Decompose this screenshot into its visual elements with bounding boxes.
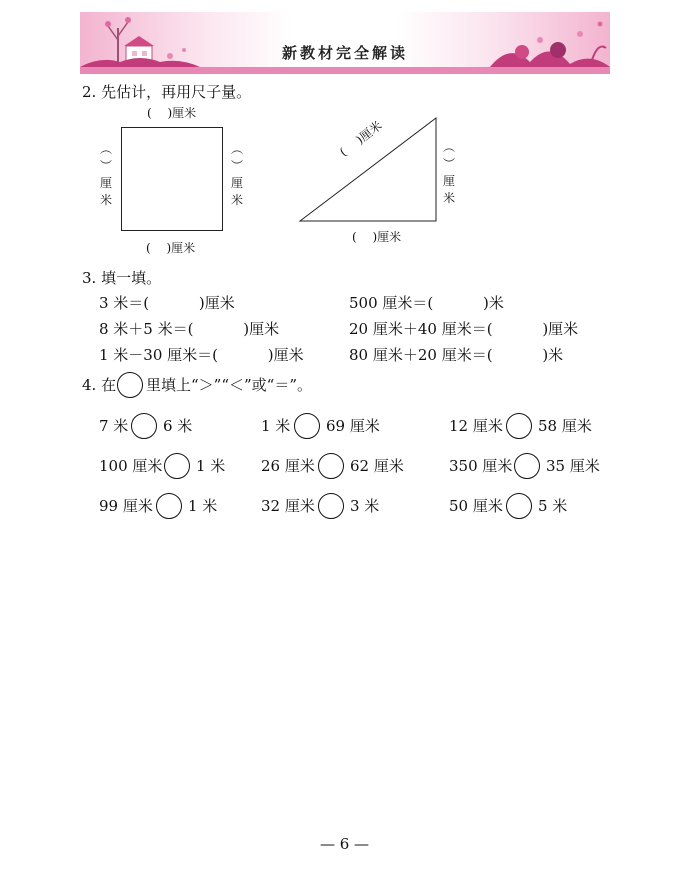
q3-row-3-right: 80 厘米＋20 厘米＝( )米 <box>349 346 564 364</box>
compare-1-circle[interactable] <box>131 413 157 439</box>
compare-8-circle[interactable] <box>318 493 344 519</box>
triangle-bottom-label: ( )厘米 <box>352 230 402 244</box>
compare-4-left: 100 厘米 <box>99 457 163 475</box>
square-figure <box>121 127 223 231</box>
compare-7-left: 99 厘米 <box>99 497 153 515</box>
square-top-label: ( )厘米 <box>147 106 197 120</box>
compare-9-circle[interactable] <box>506 493 532 519</box>
compare-1-right: 6 米 <box>163 417 193 435</box>
compare-9-right: 5 米 <box>538 497 568 515</box>
compare-4-right: 1 米 <box>196 457 226 475</box>
q3-row-2-left: 8 米＋5 米＝( )厘米 <box>99 320 280 338</box>
square-bottom-label: ( )厘米 <box>146 241 196 255</box>
compare-6-left: 350 厘米 <box>449 457 513 475</box>
page-number: — 6 — <box>319 835 370 853</box>
compare-2-right: 69 厘米 <box>326 417 380 435</box>
compare-3-right: 58 厘米 <box>538 417 592 435</box>
compare-7-right: 1 米 <box>188 497 218 515</box>
q4-title-circle <box>117 372 143 398</box>
compare-9-left: 50 厘米 <box>449 497 503 515</box>
q3-row-2-right: 20 厘米＋40 厘米＝( )厘米 <box>349 320 579 338</box>
compare-5-circle[interactable] <box>318 453 344 479</box>
q3-title: 3. 填一填。 <box>82 269 162 287</box>
compare-5-right: 62 厘米 <box>350 457 404 475</box>
triangle-hyp-label: ( )厘米 <box>337 118 385 160</box>
square-right-label: ︵ ︶ 厘 米 <box>230 142 243 207</box>
header-bar <box>80 67 610 74</box>
compare-7-circle[interactable] <box>156 493 182 519</box>
compare-3-circle[interactable] <box>506 413 532 439</box>
compare-2-left: 1 米 <box>261 417 291 435</box>
triangle-right-label: ︵ ︶ 厘 米 <box>442 140 455 205</box>
q4-title-prefix: 4. 在 <box>82 376 117 394</box>
q3-row-1-left: 3 米＝( )厘米 <box>99 294 235 312</box>
compare-6-circle[interactable] <box>514 453 540 479</box>
q3-row-1-right: 500 厘米＝( )米 <box>349 294 504 312</box>
q2-title: 2. 先估计，再用尺子量。 <box>82 83 252 101</box>
compare-8-left: 32 厘米 <box>261 497 315 515</box>
compare-2-circle[interactable] <box>294 413 320 439</box>
q3-row-3-left: 1 米－30 厘米＝( )厘米 <box>99 346 304 364</box>
compare-8-right: 3 米 <box>350 497 380 515</box>
page-header <box>80 12 610 76</box>
square-left-label: ︵ ︶ 厘 米 <box>99 142 112 207</box>
q4-title-suffix: 里填上“＞”“＜”或“＝”。 <box>146 376 313 394</box>
header-title: 新教材完全解读 <box>281 44 408 62</box>
compare-3-left: 12 厘米 <box>449 417 503 435</box>
compare-5-left: 26 厘米 <box>261 457 315 475</box>
compare-4-circle[interactable] <box>164 453 190 479</box>
compare-6-right: 35 厘米 <box>546 457 600 475</box>
compare-1-left: 7 米 <box>99 417 129 435</box>
